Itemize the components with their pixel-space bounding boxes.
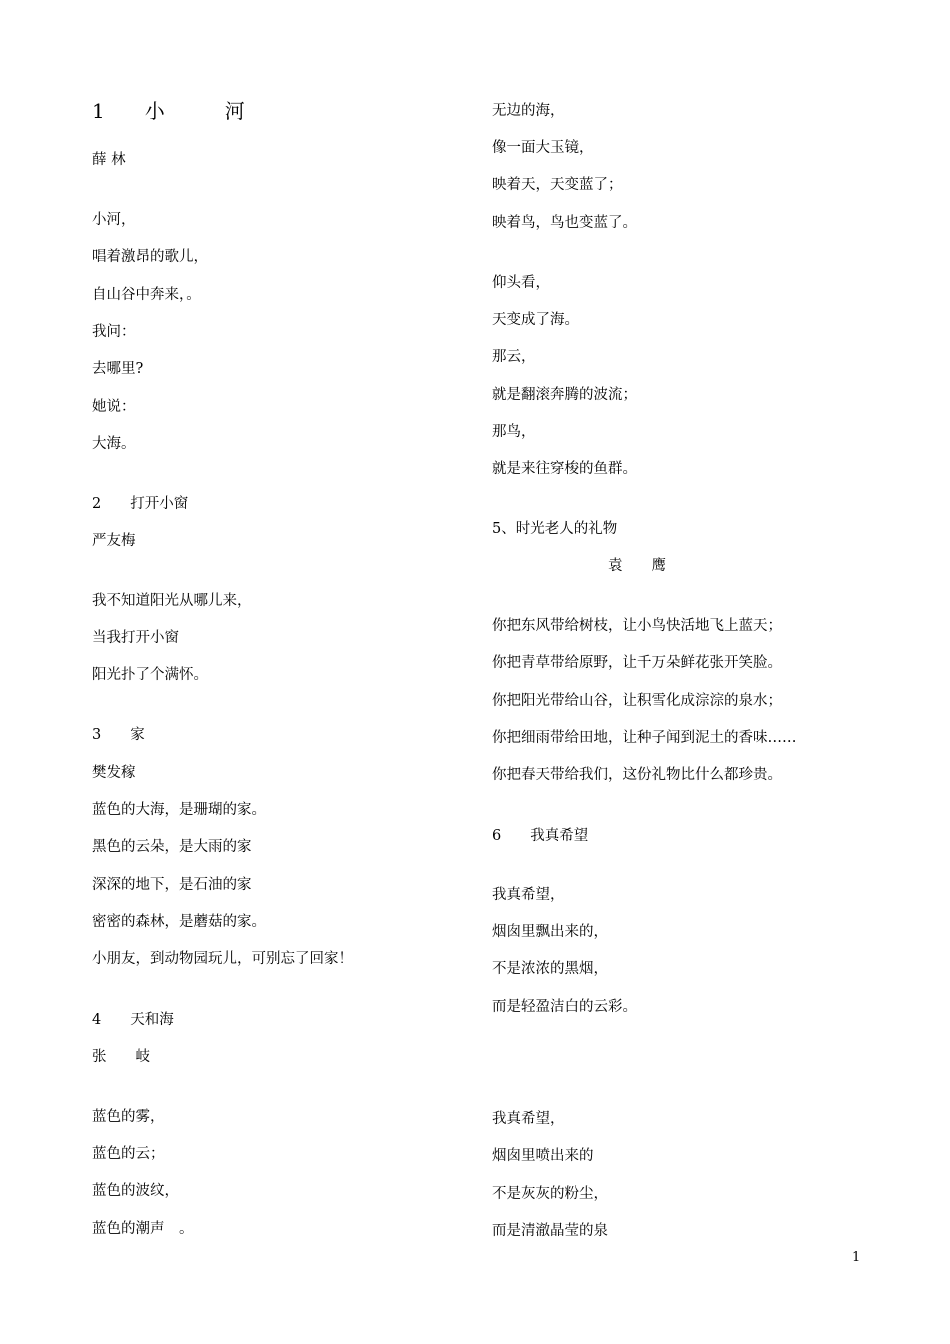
poem-line: 蓝色的潮声 。 [92, 1221, 194, 1237]
poem-line: 我真希望， [492, 1111, 565, 1127]
poem-line: 我问： [92, 324, 136, 340]
poem-line: 小朋友，到动物园玩儿，可别忘了回家！ [92, 951, 353, 967]
poem-line: 自山谷中奔来，。 [92, 287, 201, 303]
poem-line: 那鸟， [492, 424, 536, 440]
poem-line: 蓝色的雾， [92, 1109, 165, 1125]
poem-line: 黑色的云朵，是大雨的家 [92, 839, 252, 855]
poem-line: 映着天，天变蓝了； [492, 177, 623, 193]
poem-line: 那云， [492, 349, 536, 365]
poem-3-title: 3 家 [92, 727, 145, 743]
poem-2-author: 严友梅 [92, 533, 136, 549]
poem-line: 像一面大玉镜， [492, 140, 594, 156]
poem-line: 她说： [92, 399, 136, 415]
poem-line: 密密的森林，是蘑菇的家。 [92, 914, 266, 930]
poem-line: 不是灰灰的粉尘， [492, 1186, 608, 1202]
poem-line: 仰头看， [492, 275, 550, 291]
poem-line: 而是清澈晶莹的泉 [492, 1223, 608, 1239]
poem-line: 我不知道阳光从哪儿来， [92, 593, 252, 609]
page-number: 1 [852, 1250, 861, 1265]
poem-4-author: 张 岐 [92, 1049, 150, 1065]
poem-2-title: 2 打开小窗 [92, 496, 189, 512]
poem-line: 不是浓浓的黑烟， [492, 961, 608, 977]
poem-5-author: 袁 鹰 [492, 558, 666, 574]
poem-line: 无边的海， [492, 103, 565, 119]
poem-line: 阳光扑了个满怀。 [92, 667, 208, 683]
poem-line: 去哪里? [92, 361, 144, 377]
poem-line: 就是来往穿梭的鱼群。 [492, 461, 637, 477]
poem-line: 你把东风带给树枝，让小鸟快活地飞上蓝天； [492, 618, 782, 634]
poem-line: 蓝色的云； [92, 1146, 165, 1162]
poem-line: 映着鸟，鸟也变蓝了。 [492, 215, 637, 231]
poem-line: 你把青草带给原野，让千万朵鲜花张开笑脸。 [492, 655, 782, 671]
poem-1-author: 薛 林 [92, 152, 126, 168]
poem-line: 大海。 [92, 436, 136, 452]
poem-line: 烟囱里喷出来的 [492, 1148, 594, 1164]
poem-line: 当我打开小窗 [92, 630, 179, 646]
poem-line: 你把阳光带给山谷，让积雪化成淙淙的泉水； [492, 693, 782, 709]
poem-line: 小河， [92, 212, 136, 228]
poem-line: 就是翻滚奔腾的波流； [492, 387, 637, 403]
poem-3-author: 樊发稼 [92, 765, 136, 781]
poem-line: 唱着激昂的歌儿， [92, 249, 208, 265]
poem-4-title: 4 天和海 [92, 1012, 174, 1028]
poem-line: 你把细雨带给田地，让种子闻到泥土的香味…… [492, 730, 797, 746]
poem-line: 我真希望， [492, 887, 565, 903]
poem-line: 蓝色的波纹， [92, 1183, 179, 1199]
poem-5-title: 5、时光老人的礼物 [492, 521, 618, 537]
poem-line: 蓝色的大海，是珊瑚的家。 [92, 802, 266, 818]
poem-line: 烟囱里飘出来的， [492, 924, 608, 940]
poem-line: 而是轻盈洁白的云彩。 [492, 999, 637, 1015]
poem-line: 天变成了海。 [492, 312, 579, 328]
poem-6-title: 6 我真希望 [492, 828, 589, 844]
poem-1-title: 1 小 河 [92, 99, 245, 123]
poem-line: 你把春天带给我们，这份礼物比什么都珍贵。 [492, 767, 782, 783]
poem-line: 深深的地下，是石油的家 [92, 877, 252, 893]
